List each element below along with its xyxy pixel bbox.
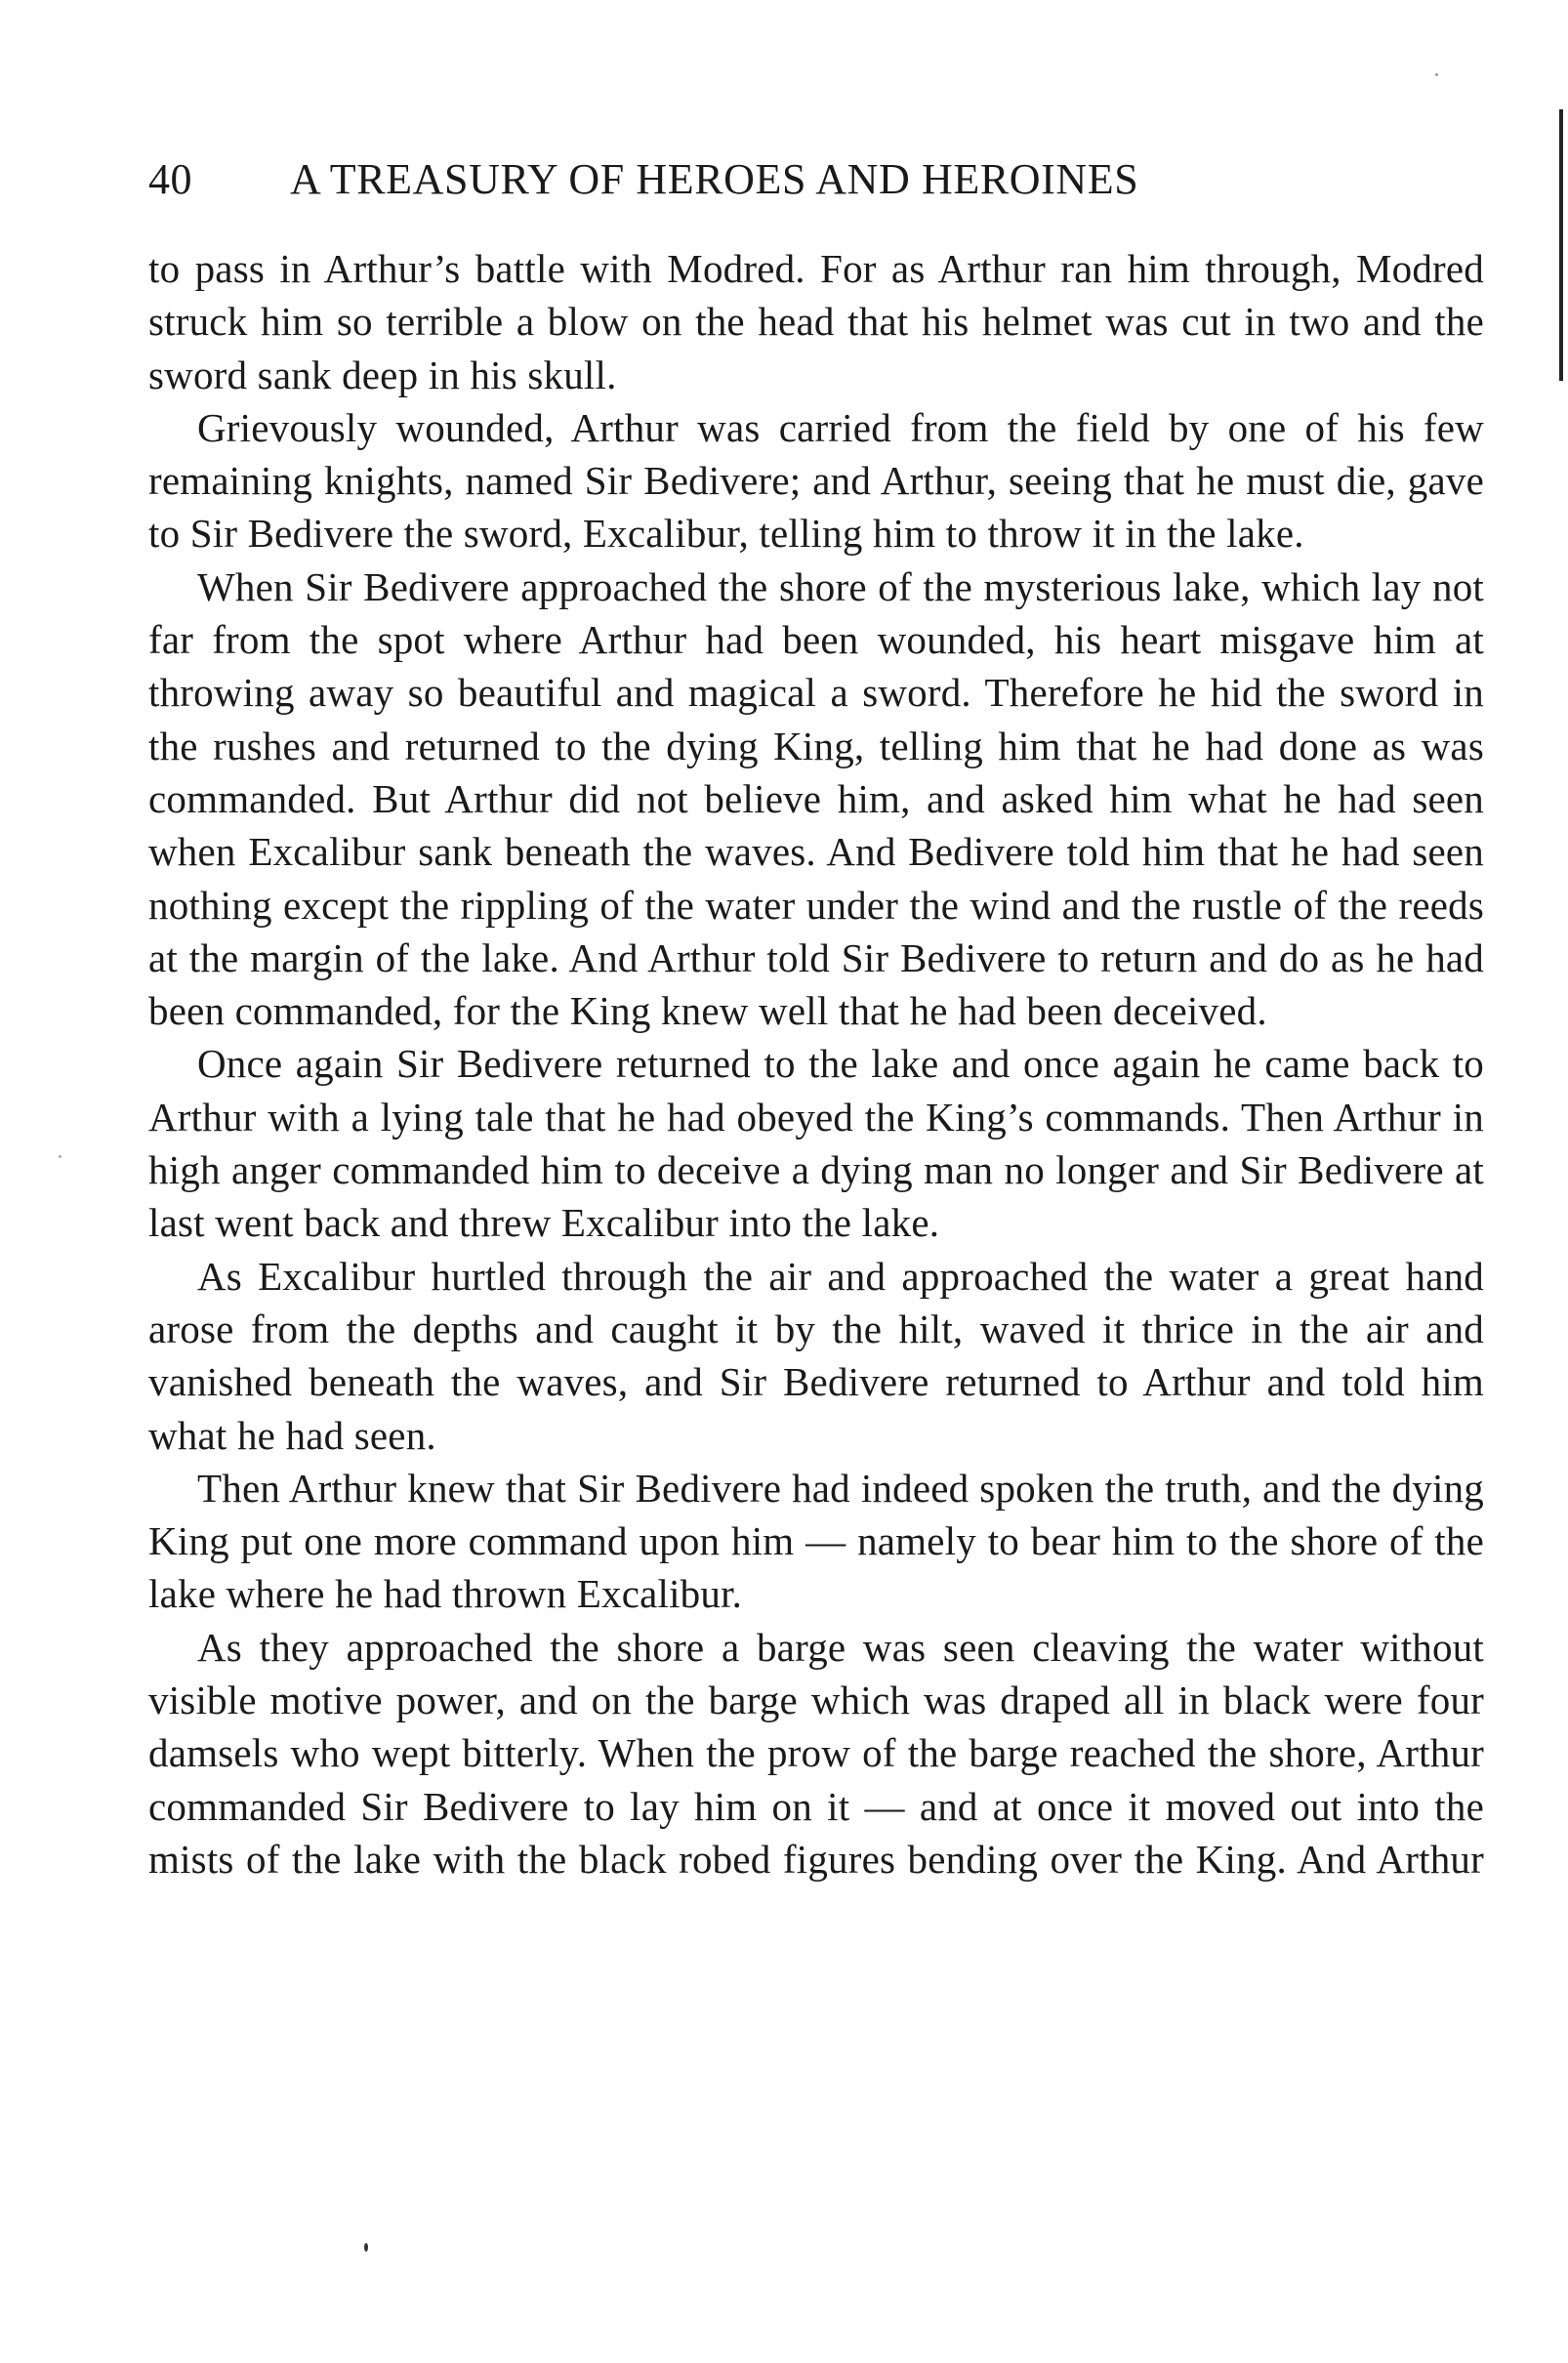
paragraph: Then Arthur knew that Sir Bedivere had indeed spoken the truth, and the dying King put one more command upon him — namely to bear him to the shore of the lake where he had thrown Excalibur. [148, 1465, 1484, 1617]
body-text [148, 242, 1484, 1886]
paragraph: Grievously wounded, Arthur was carried from the field by one of his few remaining knights, named Sir Bedivere; and Arthur, seeing that he must die, gave to Sir Bedivere the sword, Excalibur, telling him to throw it in the lake. [148, 404, 1484, 557]
paragraph: When Sir Bedivere approached the shore of the mysterious lake, which lay not far from the spot where Arthur had been wounded, his heart misgave him at throwing away so beautiful and magical a sword. Therefore he hid the sword in the rushes and returned to the dying King, telling him that he had done as was commanded. But Arthur did not believe him, and asked him what he had seen when Excalibur sank beneath the waves. And Bedivere told him that he had seen nothing except the rippling of the water under the wind and the rustle of the reeds at the margin of the lake. And Arthur told Sir Bedivere to return and do as he had been commanded, for the King knew well that he had been deceived. [148, 563, 1484, 1034]
scan-speck [59, 1155, 62, 1158]
paragraph: to pass in Arthur’s battle with Modred. For as Arthur ran him through, Modred struck him so terrible a blow on the head that his helmet was cut in two and the sword sank deep in his skull. [148, 246, 1484, 397]
running-title: A TREASURY OF HEROES AND HEROINES [290, 155, 1139, 203]
scan-speck [1435, 73, 1438, 76]
page-header [148, 154, 1484, 213]
scan-edge-line [1559, 109, 1563, 381]
paragraph: As Excalibur hurtled through the air and approached the water a great hand arose from the depths and caught it by the hilt, waved it thrice in the air and vanished beneath the waves, and Sir Bedivere returned to Arthur and told him what he had seen. [148, 1253, 1484, 1458]
paragraph: As they approached the shore a barge was seen cleaving the water without visible motive power, and on the barge which was draped all in black were four damsels who wept bitterly. When the prow of the barge reached the shore, Arthur commanded Sir Bedivere to lay him on it — and at once it moved out into the mists of the lake with the black robed figures bending over the King. And Arthur [148, 1624, 1484, 1882]
page-number: 40 [148, 155, 192, 203]
paragraph: Once again Sir Bedivere returned to the lake and once again he came back to Arthur with a lying tale that he had obeyed the King’s commands. Then Arthur in high anger commanded him to deceive a dying man no longer and Sir Bedivere at last went back and threw Excalibur into the lake. [148, 1041, 1484, 1246]
scan-speck [364, 2243, 368, 2252]
